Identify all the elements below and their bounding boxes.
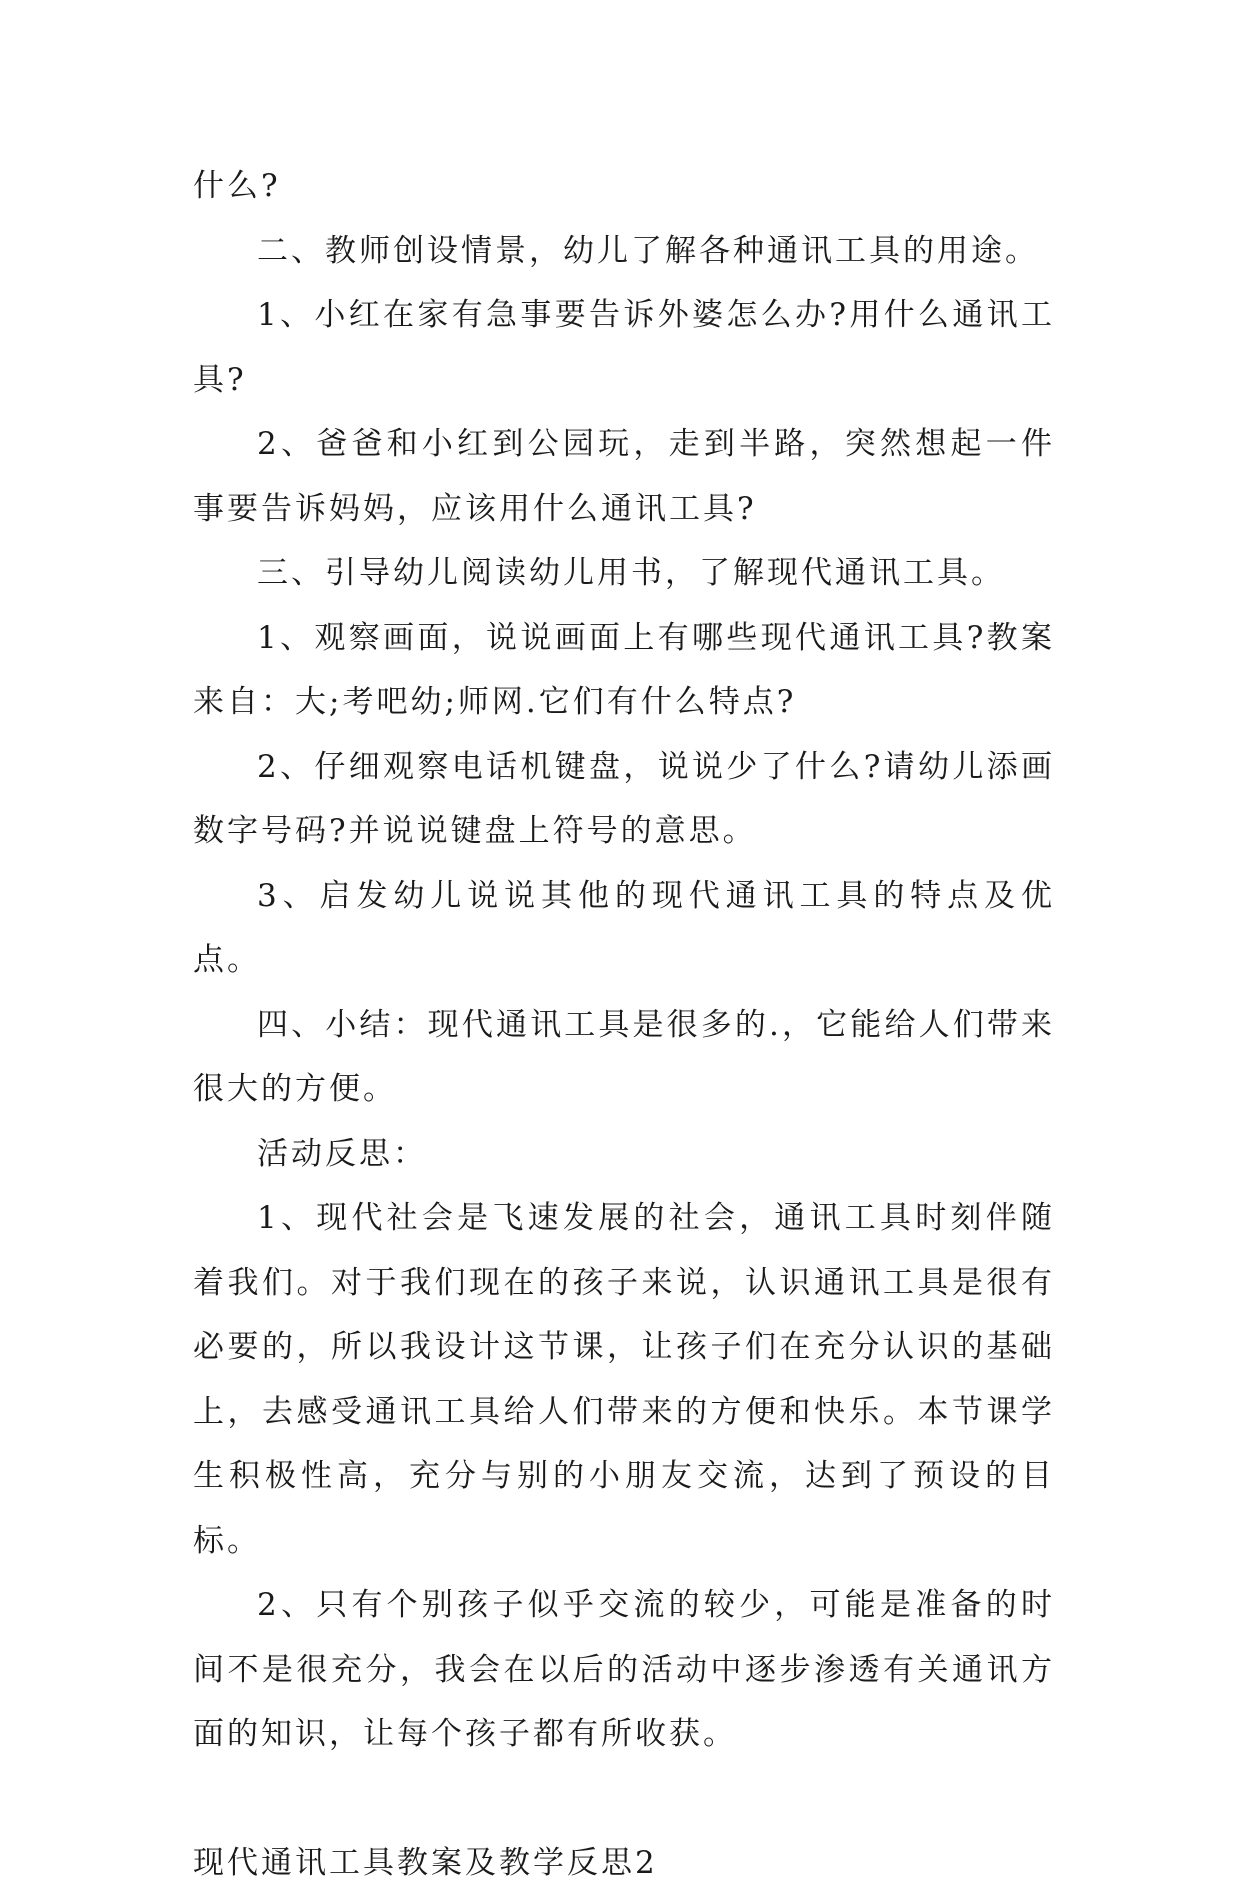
section-title: 现代通讯工具教案及教学反思2	[193, 1831, 1055, 1895]
paragraph: 活动反思：	[193, 1122, 1055, 1187]
paragraph: 四、小结：现代通讯工具是很多的.，它能给人们带来很大的方便。	[193, 993, 1055, 1122]
paragraph: 三、引导幼儿阅读幼儿用书，了解现代通讯工具。	[193, 541, 1055, 606]
paragraph: 2、只有个别孩子似乎交流的较少，可能是准备的时间不是很充分，我会在以后的活动中逐步渗透有关通讯方面的知识，让每个孩子都有所收获。	[193, 1573, 1055, 1767]
paragraph: 2、爸爸和小红到公园玩，走到半路，突然想起一件事要告诉妈妈，应该用什么通讯工具?	[193, 412, 1055, 541]
paragraph: 1、现代社会是飞速发展的社会，通讯工具时刻伴随着我们。对于我们现在的孩子来说，认识通讯工具是很有必要的，所以我设计这节课，让孩子们在充分认识的基础上，去感受通讯工具给人们带来的方便和快乐。本节课学生积极性高，充分与别的小朋友交流，达到了预设的目标。	[193, 1186, 1055, 1573]
paragraph: 1、小红在家有急事要告诉外婆怎么办?用什么通讯工具?	[193, 283, 1055, 412]
paragraph: 2、仔细观察电话机键盘，说说少了什么?请幼儿添画数字号码?并说说键盘上符号的意思。	[193, 735, 1055, 864]
paragraph: 3、启发幼儿说说其他的现代通讯工具的特点及优点。	[193, 864, 1055, 993]
paragraph: 1、观察画面，说说画面上有哪些现代通讯工具?教案来自：大;考吧幼;师网.它们有什么特点?	[193, 606, 1055, 735]
paragraph: 二、教师创设情景，幼儿了解各种通讯工具的用途。	[193, 219, 1055, 284]
paragraph: 什么?	[193, 154, 1055, 219]
document-body	[193, 154, 1055, 1895]
